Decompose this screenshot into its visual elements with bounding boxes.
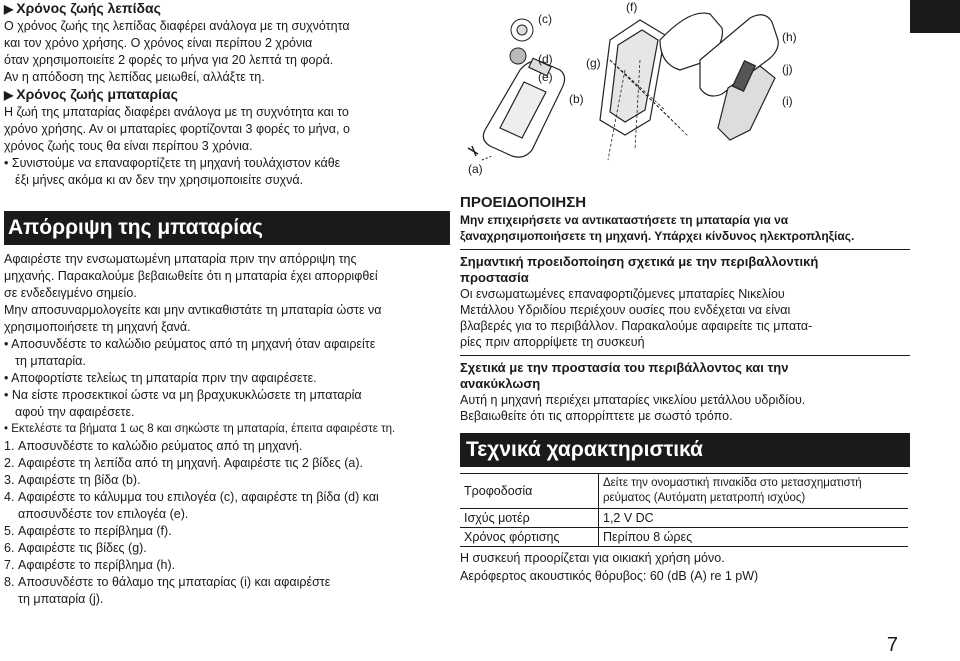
recycling-title-2: ανακύκλωση bbox=[460, 376, 541, 391]
warning-title: ΠΡΟΕΙΔΟΠΟΙΗΣΗ bbox=[460, 194, 587, 211]
step-item: 1. Αποσυνδέστε το καλώδιο ρεύματος από τη μηχανή. bbox=[4, 439, 303, 453]
figure-label-h: (h) bbox=[782, 30, 797, 44]
battery-life-line-3: χρόνος ζωής τους θα είναι περίπου 3 χρόνια. bbox=[4, 139, 253, 153]
disassembly-drawing bbox=[460, 0, 910, 190]
disassembly-figure bbox=[460, 0, 910, 190]
blade-life-line-1: Ο χρόνος ζωής της λεπίδας διαφέρει ανάλογα με τη συχνότητα bbox=[4, 19, 350, 33]
figure-label-c: (c) bbox=[538, 12, 552, 26]
specs-note-1: Η συσκευή προορίζεται για οικιακή χρήση μόνο. bbox=[460, 551, 725, 565]
recycling-title-1: Σχετικά με την προστασία του περιβάλλοντος και την bbox=[460, 360, 789, 375]
step-item: 6. Αφαιρέστε τις βίδες (g). bbox=[4, 541, 147, 555]
disposal-bullet-1b: τη μπαταρία. bbox=[15, 354, 86, 368]
step-item: 8. Αποσυνδέστε το θάλαμο της μπαταρίας (i) και αφαιρέστε τη μπαταρία (j). bbox=[4, 575, 331, 606]
step-item: 2. Αφαιρέστε τη λεπίδα από τη μηχανή. Αφαιρέστε τις 2 βίδες (a). bbox=[4, 456, 363, 470]
triangle-bullet-icon: ▶ bbox=[4, 2, 14, 16]
figure-label-a: (a) bbox=[468, 162, 483, 176]
triangle-bullet-icon: ▶ bbox=[4, 88, 14, 102]
environment-title-1: Σημαντική προειδοποίηση σχετικά με την περιβαλλοντική bbox=[460, 254, 819, 269]
disposal-bullet-3a: • Να είστε προσεκτικοί ώστε να μη βραχυκυκλώσετε τη μπαταρία bbox=[4, 388, 362, 402]
spec-label: Χρόνος φόρτισης bbox=[460, 528, 599, 547]
blade-life-heading: ▶ Χρόνος ζωής λεπίδας bbox=[4, 0, 161, 16]
figure-label-f: (f) bbox=[626, 0, 638, 14]
disposal-intro-2: μηχανής. Παρακαλούμε βεβαιωθείτε ότι η μπαταρία έχει απορριφθεί bbox=[4, 269, 378, 283]
spec-value: 1,2 V DC bbox=[599, 509, 909, 528]
figure-label-j: (j) bbox=[782, 62, 793, 76]
disposal-section bbox=[4, 251, 450, 608]
blade-life-line-3: όταν χρησιμοποιείτε 2 φορές το μήνα για 20 λεπτά τη φορά. bbox=[4, 53, 334, 67]
disposal-bullet-1a: • Αποσυνδέστε το καλώδιο ρεύματος από τη μηχανή όταν αφαιρείτε bbox=[4, 337, 376, 351]
battery-life-line-1: Η ζωή της μπαταρίας διαφέρει ανάλογα με τη συχνότητα και το bbox=[4, 105, 349, 119]
figure-label-e: (e) bbox=[538, 70, 553, 84]
left-column bbox=[4, 0, 450, 608]
screw-part bbox=[468, 146, 478, 156]
housing-illustration bbox=[600, 20, 665, 135]
battery-life-heading: ▶ Χρόνος ζωής μπαταρίας bbox=[4, 86, 178, 102]
step-item: 3. Αφαιρέστε τη βίδα (b). bbox=[4, 473, 141, 487]
specs-note-2: Αερόφερτος ακουστικός θόρυβος: 60 (dB (A) re 1 pW) bbox=[460, 569, 759, 583]
disposal-steps-note: • Εκτελέστε τα βήματα 1 ως 8 και σηκώστε τη μπαταρία, έπειτα αφαιρέστε τη. bbox=[4, 423, 396, 435]
figure-label-i: (i) bbox=[782, 94, 793, 108]
environment-body-1: Οι ενσωματωμένες επαναφορτιζόμενες μπαταρίες Νικελίου bbox=[460, 287, 785, 301]
corner-tab bbox=[910, 0, 960, 33]
page-number: 7 bbox=[886, 634, 898, 656]
recycling-section bbox=[460, 360, 910, 424]
disposal-intro-3: σε ενδεδειγμένο σημείο. bbox=[4, 286, 137, 300]
step-item: 7. Αφαιρέστε το περίβλημα (h). bbox=[4, 558, 176, 572]
selector-part bbox=[510, 48, 526, 64]
recycling-body-1: Αυτή η μηχανή περιέχει μπαταρίες νικελίου μετάλλου υδριδίου. bbox=[460, 393, 806, 407]
environment-section bbox=[460, 254, 910, 350]
disposal-title: Απόρριψη της μπαταρίας bbox=[4, 211, 450, 245]
divider bbox=[460, 249, 910, 250]
environment-title-2: προστασία bbox=[460, 270, 529, 285]
battery-life-section bbox=[4, 86, 450, 189]
disposal-intro-1: Αφαιρέστε την ενσωματωμένη μπαταρία πριν την απόρριψη της bbox=[4, 252, 357, 266]
environment-body-3: βλαβερές για το περιβάλλον. Παρακαλούμε αφαιρείτε τις μπατα- bbox=[460, 319, 813, 333]
battery-life-bullet-line-2: έξι μήνες ακόμα κι αν δεν την χρησιμοποιείτε συχνά. bbox=[15, 173, 304, 187]
spec-value: Δείτε την ονομαστική πινακίδα στο μετασχηματιστή ρεύματος (Αυτόματη μετατροπή ισχύος) bbox=[599, 474, 909, 509]
blade-life-line-4: Αν η απόδοση της λεπίδας μειωθεί, αλλάξτε τη. bbox=[4, 70, 265, 84]
specs-table bbox=[460, 473, 908, 547]
spec-label: Τροφοδοσία bbox=[460, 474, 599, 509]
divider bbox=[460, 355, 910, 356]
battery-life-bullet-line-1: • Συνιστούμε να επαναφορτίζετε τη μηχανή τουλάχιστον κάθε bbox=[4, 156, 341, 170]
table-row bbox=[460, 528, 908, 547]
figure-label-b: (b) bbox=[569, 92, 584, 106]
disposal-bullet-3b: αφού την αφαιρέσετε. bbox=[15, 405, 135, 419]
blade-life-line-2: και τον χρόνο χρήσης. Ο χρόνος είναι περίπου 2 χρόνια bbox=[4, 36, 313, 50]
disposal-intro-4: Μην αποσυναρμολογείτε και μην αντικαθιστάτε τη μπαταρία ώστε να bbox=[4, 303, 382, 317]
specs-title: Τεχνικά χαρακτηριστικά bbox=[460, 433, 910, 467]
step-item: 5. Αφαιρέστε το περίβλημα (f). bbox=[4, 524, 172, 538]
disposal-bullet-2: • Αποφορτίστε τελείως τη μπαταρία πριν την αφαιρέσετε. bbox=[4, 371, 317, 385]
warning-section bbox=[460, 194, 910, 244]
recycling-body-2: Βεβαιωθείτε ότι τις απορρίπτετε με σωστό τρόπο. bbox=[460, 409, 733, 423]
disposal-intro-5: χρησιμοποιήσετε τη μηχανή ξανά. bbox=[4, 320, 191, 334]
disposal-steps-list bbox=[4, 438, 450, 608]
environment-body-2: Μετάλλου Υδριδίου περιέχουν ουσίες που ενδέχεται να είναι bbox=[460, 303, 791, 317]
right-column bbox=[460, 0, 910, 585]
battery-life-line-2: χρόνο χρήσης. Αν οι μπαταρίες φορτίζονται 3 φορές το μήνα, ο bbox=[4, 122, 350, 136]
table-row bbox=[460, 509, 908, 528]
blade-life-section bbox=[4, 0, 450, 86]
figure-label-g: (g) bbox=[586, 56, 601, 70]
environment-body-4: ρίες πριν απορρίψετε τη συσκευή bbox=[460, 335, 645, 349]
spec-value: Περίπου 8 ώρες bbox=[599, 528, 909, 547]
spec-label: Ισχύς μοτέρ bbox=[460, 509, 599, 528]
table-row bbox=[460, 474, 908, 509]
warning-line-2: ξαναχρησιμοποιήσετε τη μηχανή. Υπάρχει κίνδυνος ηλεκτροπληξίας. bbox=[460, 229, 855, 243]
figure-label-d: (d) bbox=[538, 52, 553, 66]
step-item: 4. Αφαιρέστε το κάλυμμα του επιλογέα (c), αφαιρέστε τη βίδα (d) και αποσυνδέστε τον επιλογέα (e). bbox=[4, 490, 379, 521]
warning-line-1: Μην επιχειρήσετε να αντικαταστήσετε τη μπαταρία για να bbox=[460, 213, 789, 227]
